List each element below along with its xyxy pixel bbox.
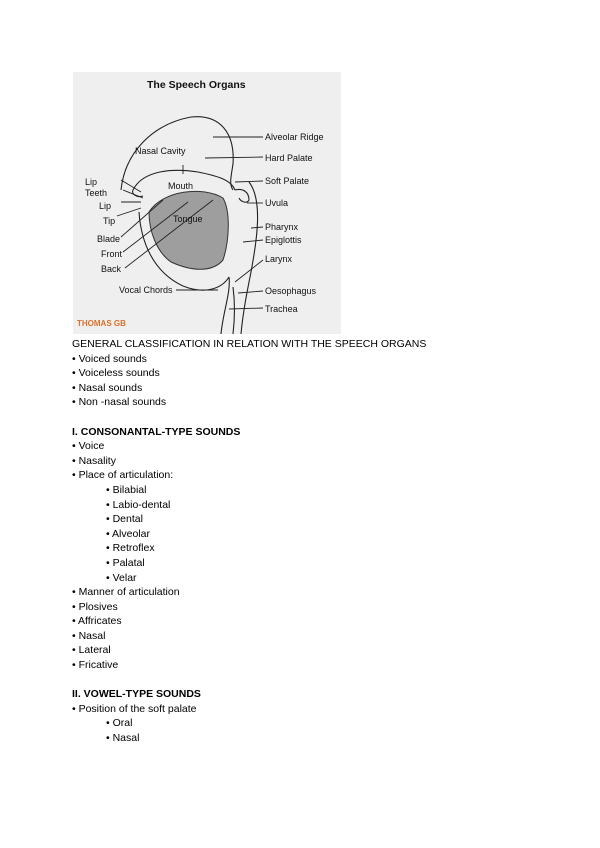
list-item: • Velar (106, 571, 137, 584)
label-lip-top: Lip (85, 177, 98, 187)
list-item: • Voice (72, 440, 105, 453)
label-teeth: Teeth (85, 188, 108, 198)
label-alveolar-ridge: Alveolar Ridge (265, 132, 324, 142)
list-item: • Oral (106, 717, 133, 730)
list-item: • Plosives (72, 600, 118, 613)
list-item: • Nasal sounds (72, 381, 143, 394)
list-item: • Nasal (72, 629, 106, 642)
figure-title: The Speech Organs (147, 79, 246, 91)
list-item: • Fricative (72, 659, 119, 672)
list-item: • Palatal (106, 556, 145, 569)
tongue-shape (149, 191, 228, 269)
general-list (72, 352, 572, 410)
label-mouth: Mouth (168, 181, 194, 191)
label-soft-palate: Soft Palate (265, 176, 310, 186)
throat-front (221, 277, 229, 334)
label-tongue: Tongue (173, 214, 203, 224)
label-tip: Tip (103, 216, 116, 226)
soft-palate (235, 189, 249, 202)
figure-watermark: THOMAS GB (77, 319, 126, 328)
list-item: • Voiced sounds (72, 352, 147, 365)
list-item: • Dental (106, 513, 143, 526)
label-uvula: Uvula (265, 198, 289, 208)
section1-heading: I. CONSONANTAL-TYPE SOUNDS (72, 425, 241, 438)
place-of-articulation-list (72, 483, 572, 585)
list-item: • Nasality (72, 454, 116, 467)
list-item: • Affricates (72, 615, 122, 628)
document-body (72, 337, 572, 746)
label-vocal-chords: Vocal Chords (119, 285, 173, 295)
label-hard-palate: Hard Palate (265, 153, 313, 163)
label-pharynx: Pharynx (265, 222, 299, 232)
section2-heading: II. VOWEL-TYPE SOUNDS (72, 688, 201, 701)
label-lip-bottom: Lip (99, 201, 112, 211)
list-item: • Place of articulation: (72, 469, 174, 482)
list-item: • Retroflex (106, 542, 155, 555)
label-blade: Blade (97, 234, 121, 244)
list-item: • Nasal (106, 732, 140, 745)
list-item: • Lateral (72, 644, 111, 657)
list-item: • Bilabial (106, 483, 147, 496)
label-epiglottis: Epiglottis (265, 235, 302, 245)
speech-organs-diagram (73, 72, 341, 334)
general-heading: GENERAL CLASSIFICATION IN RELATION WITH THE SPEECH ORGANS (72, 338, 427, 350)
label-back: Back (101, 264, 122, 274)
label-larynx: Larynx (265, 254, 293, 264)
label-nasal-cavity: Nasal Cavity (135, 146, 186, 156)
list-item: • Non -nasal sounds (72, 396, 167, 409)
list-item: • Voiceless sounds (72, 367, 160, 380)
list-item: • Manner of articulation (72, 586, 180, 599)
list-item: • Position of the soft palate (72, 702, 197, 715)
list-item: • Alveolar (106, 527, 150, 540)
label-oesophagus: Oesophagus (265, 286, 317, 296)
speech-organs-figure (73, 72, 341, 334)
pharynx-wall (241, 182, 258, 334)
soft-palate-list (72, 716, 572, 745)
label-front: Front (101, 249, 123, 259)
label-trachea: Trachea (265, 304, 298, 314)
list-item: • Labio-dental (106, 498, 171, 511)
oesophagus-outline (233, 287, 235, 334)
